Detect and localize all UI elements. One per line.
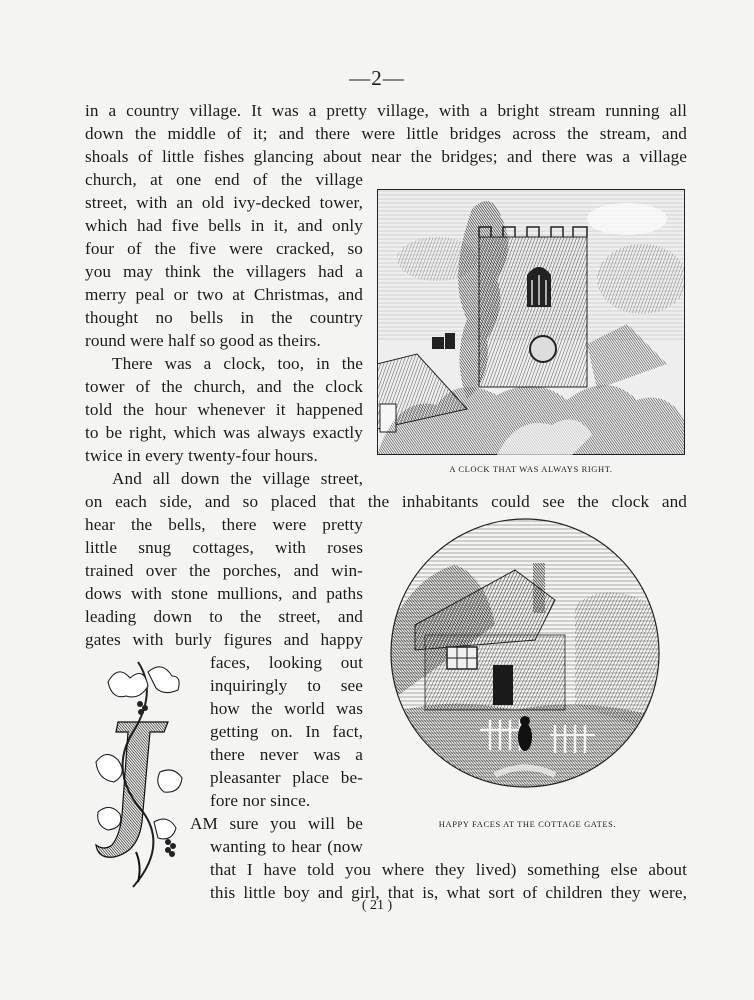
text-line-32: AM sure you will be <box>190 814 363 833</box>
text-line-20: little snug cottages, with roses <box>85 538 363 557</box>
text-line-1: in a country village. It was a pretty village, with a bright stream running all <box>85 101 687 120</box>
cottage-engraving <box>385 515 670 800</box>
text-line-27: how the world was <box>210 699 363 718</box>
text-line-3: shoals of little fishes glancing about near the bridges; and there was a village <box>85 147 687 166</box>
text-line-9: merry peal or two at Christmas, and <box>85 285 363 304</box>
church-figure-caption: A CLOCK THAT WAS ALWAYS RIGHT. <box>449 464 613 474</box>
text-line-22: dows with stone mullions, and paths <box>85 584 363 603</box>
text-line-26: inquiringly to see <box>210 676 363 695</box>
text-line-33: wanting to hear (now <box>210 837 363 856</box>
text-line-12: There was a clock, too, in the <box>112 354 363 373</box>
text-line-17: And all down the village street, <box>112 469 363 488</box>
cottage-figure-caption: HAPPY FACES AT THE COTTAGE GATES. <box>438 819 617 829</box>
text-line-24: gates with burly figures and happy <box>85 630 363 649</box>
text-line-19: hear the bells, there were pretty <box>85 515 363 534</box>
text-line-11: round were half so good as theirs. <box>85 331 321 350</box>
text-line-10: thought no bells in the country <box>85 308 363 327</box>
church-tower-engraving <box>377 189 685 455</box>
text-line-6: which had five bells in it, and only <box>85 216 363 235</box>
text-line-21: trained over the porches, and win- <box>85 561 363 580</box>
text-line-28: getting on. In fact, <box>210 722 363 741</box>
text-line-29: there never was a <box>210 745 363 764</box>
text-line-13: tower of the church, and the clock <box>85 377 363 396</box>
text-line-8: you may think the villagers had a <box>85 262 363 281</box>
text-line-7: four of the five were cracked, so <box>85 239 363 258</box>
text-line-15: to be right, which was always exactly <box>85 423 363 442</box>
text-line-5: street, with an old ivy-decked tower, <box>85 193 363 212</box>
text-line-14: told the hour whenever it happened <box>85 400 363 419</box>
text-line-2: down the middle of it; and there were little bridges across the stream, and <box>85 124 687 143</box>
chapter-page-marker: —2— <box>349 66 405 90</box>
page-folio: ( 21 ) <box>361 898 393 913</box>
text-line-35: this little boy and girl, that is, what sort of children they were, <box>210 883 687 902</box>
text-line-34: that I have told you where they lived) something else about <box>210 860 687 879</box>
text-line-23: leading down to the street, and <box>85 607 363 626</box>
text-line-31: fore nor since. <box>210 791 311 810</box>
drop-cap-initial-i-vine-ornament <box>88 652 190 890</box>
text-line-16: twice in every twenty-four hours. <box>85 446 318 465</box>
text-line-4: church, at one end of the village <box>85 170 363 189</box>
text-line-25: faces, looking out <box>210 653 363 672</box>
text-line-18: on each side, and so placed that the inhabitants could see the clock and <box>85 492 687 511</box>
text-line-30: pleasanter place be- <box>210 768 363 787</box>
